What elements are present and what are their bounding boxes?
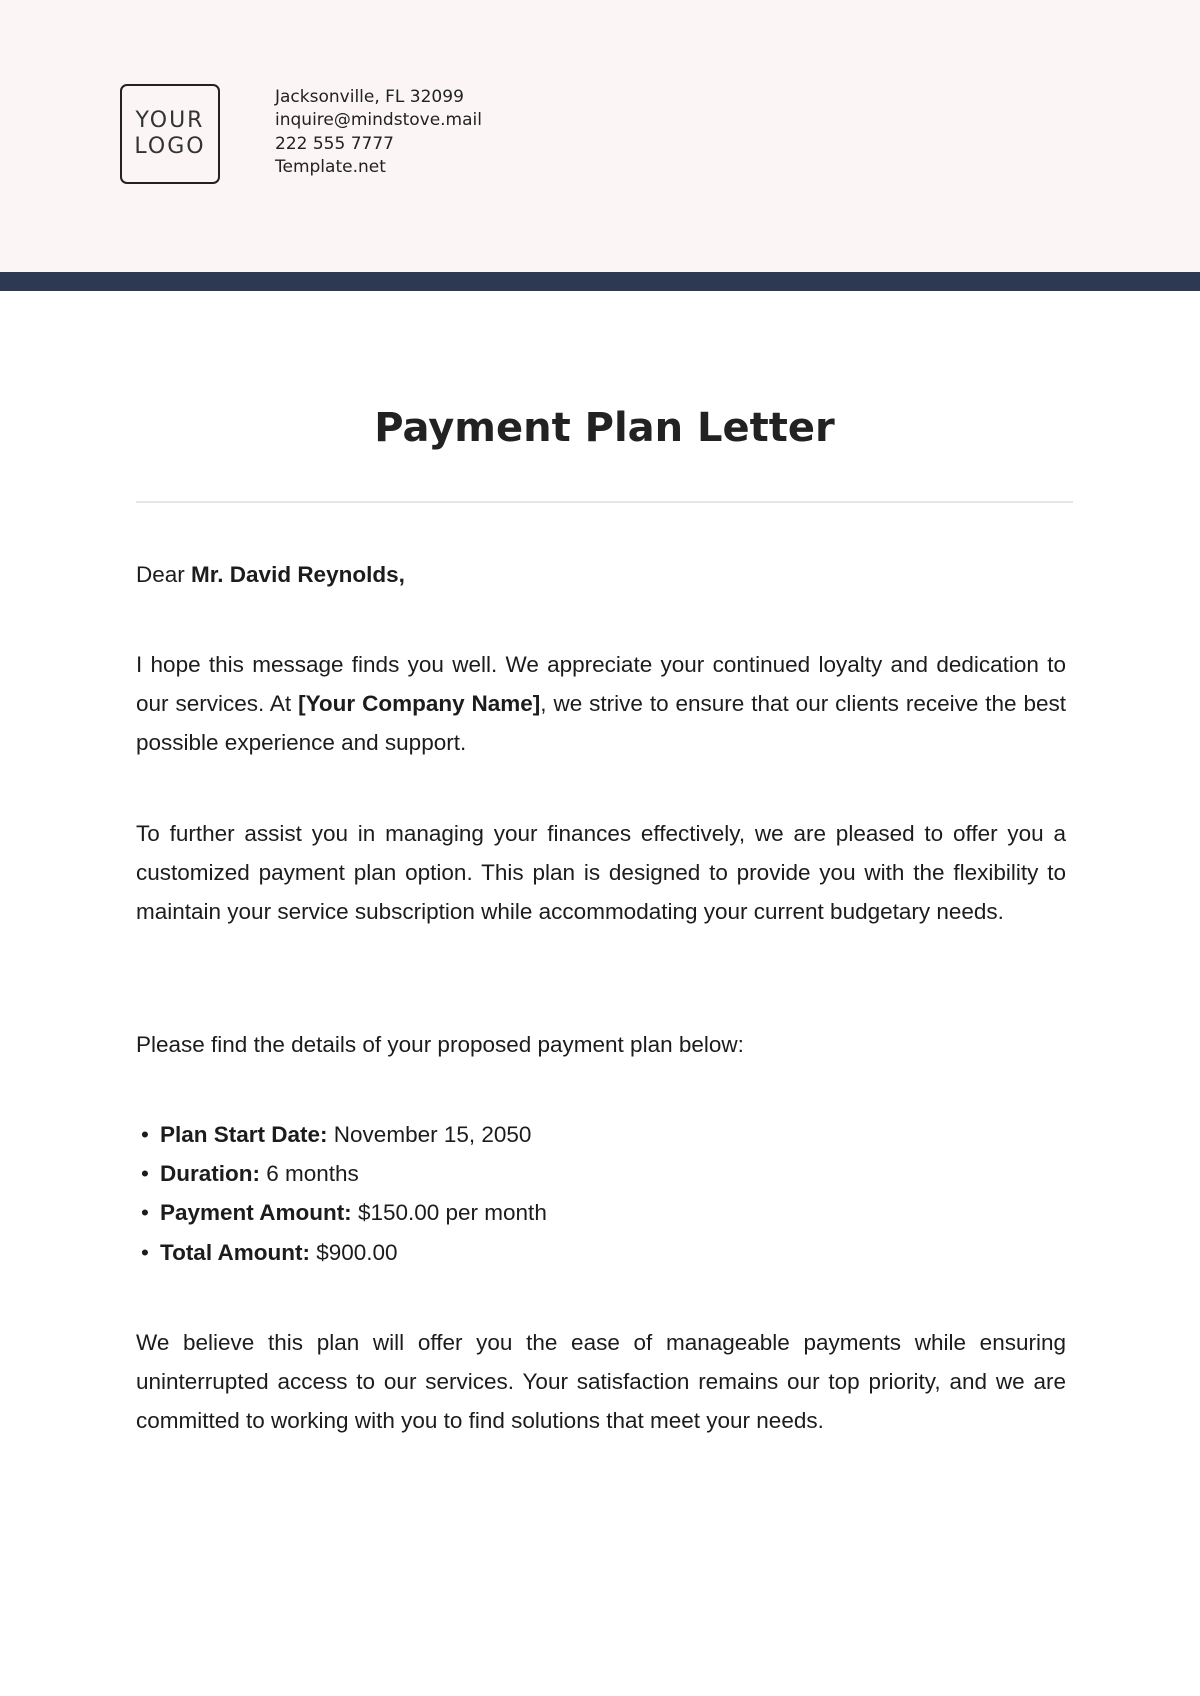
email-text: inquire@mindstove.mail <box>275 110 482 131</box>
list-item <box>136 1115 547 1154</box>
detail-label: Total Amount: <box>160 1239 310 1265</box>
list-item <box>136 1233 547 1272</box>
address-text: Jacksonville, FL 32099 <box>275 87 464 107</box>
detail-label: Payment Amount: <box>160 1200 352 1226</box>
logo-text-line2: LOGO <box>134 134 206 159</box>
document-title: Payment Plan Letter <box>374 405 835 451</box>
recipient-name: Mr. David Reynolds, <box>191 562 405 587</box>
phone-text: 222 555 7777 <box>275 133 394 154</box>
salutation-prefix: Dear <box>136 562 192 587</box>
company-name-placeholder: [Your Company Name] <box>298 691 541 717</box>
letterhead <box>0 0 1200 272</box>
detail-value: November 15, 2050 <box>327 1122 532 1147</box>
paragraph-intro <box>136 645 1066 763</box>
logo-text-line1: YOUR <box>135 108 205 133</box>
intro-text-end: , we strive to ensure that our clients receive the best possible experience and support. <box>136 691 1066 756</box>
contact-info <box>275 86 482 179</box>
plan-details-list <box>136 1115 547 1272</box>
list-item <box>136 1193 547 1232</box>
bullet-icon: • <box>141 1161 149 1187</box>
detail-label: Plan Start Date: <box>160 1122 328 1147</box>
bullet-icon: • <box>141 1122 149 1147</box>
detail-label: Duration: <box>160 1161 260 1187</box>
paragraph-offer: To further assist you in managing your finances effectively, we are pleased to offer you a customized payment plan option. This plan is designed to provide you with the flexibility to maintain your service subscription while accommodating your current budgetary needs. <box>136 821 1066 925</box>
paragraph-closing: We believe this plan will offer you the ease of manageable payments while ensuring uninterrupted access to our services. Your satisfaction remains our top priority, and we are committed to working with you to find solutions that meet your needs. <box>136 1330 1066 1434</box>
detail-value: $900.00 <box>309 1239 398 1265</box>
salutation <box>136 555 1066 594</box>
header-accent-band <box>0 272 1200 291</box>
intro-text-start: I hope this message finds you well. We appreciate your continued loyalty and dedication to our services. At <box>136 652 1066 717</box>
company-logo <box>120 84 220 184</box>
website-text: Template.net <box>275 156 386 177</box>
detail-value: $150.00 per month <box>351 1200 547 1226</box>
title-divider <box>136 501 1073 503</box>
bullet-icon: • <box>141 1239 149 1265</box>
detail-value: 6 months <box>260 1161 359 1187</box>
bullet-icon: • <box>141 1200 149 1226</box>
paragraph-details-intro: Please find the details of your proposed payment plan below: <box>136 1032 744 1057</box>
list-item <box>136 1154 547 1193</box>
